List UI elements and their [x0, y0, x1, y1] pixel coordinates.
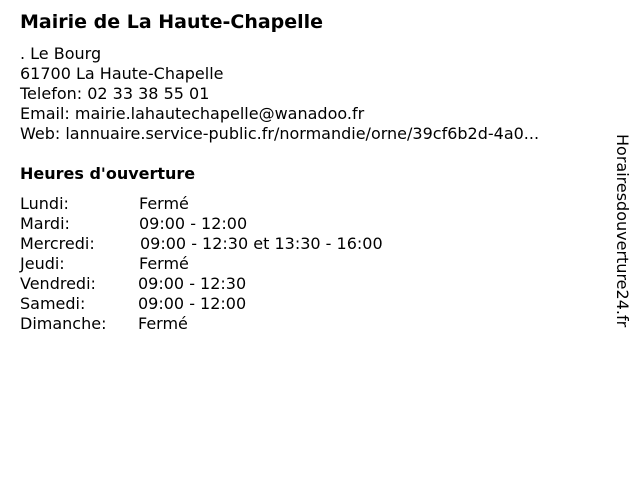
address-street: . Le Bourg — [20, 44, 102, 63]
time-value: 09:00 - 12:00 — [138, 294, 247, 313]
time-value: 09:00 - 12:30 — [138, 274, 247, 293]
day-label: Mercredi: — [20, 234, 95, 253]
page-title: Mairie de La Haute-Chapelle — [20, 11, 324, 33]
day-label: Dimanche: — [20, 314, 107, 333]
time-value: Fermé — [139, 194, 189, 213]
day-label: Vendredi: — [20, 274, 96, 293]
day-label: Jeudi: — [20, 254, 65, 273]
contact-info — [20, 44, 539, 144]
opening-hours-heading: Heures d'ouverture — [20, 164, 196, 183]
time-value: Fermé — [139, 254, 189, 273]
website-link: Web: lannuaire.service-public.fr/normandie/orne/39cf6b2d-4a0... — [20, 124, 540, 143]
time-value: 09:00 - 12:30 et 13:30 - 16:00 — [140, 234, 383, 253]
email-address: Email: mairie.lahautechapelle@wanadoo.fr — [20, 104, 365, 123]
day-label: Samedi: — [20, 294, 86, 313]
day-label: Mardi: — [20, 214, 70, 233]
day-label: Lundi: — [20, 194, 69, 213]
time-value: 09:00 - 12:00 — [139, 214, 248, 233]
site-watermark: Horairesdouverture24.fr — [613, 134, 632, 328]
time-value: Fermé — [138, 314, 188, 333]
phone-number: Telefon: 02 33 38 55 01 — [20, 84, 210, 103]
address-city: 61700 La Haute-Chapelle — [20, 64, 224, 83]
